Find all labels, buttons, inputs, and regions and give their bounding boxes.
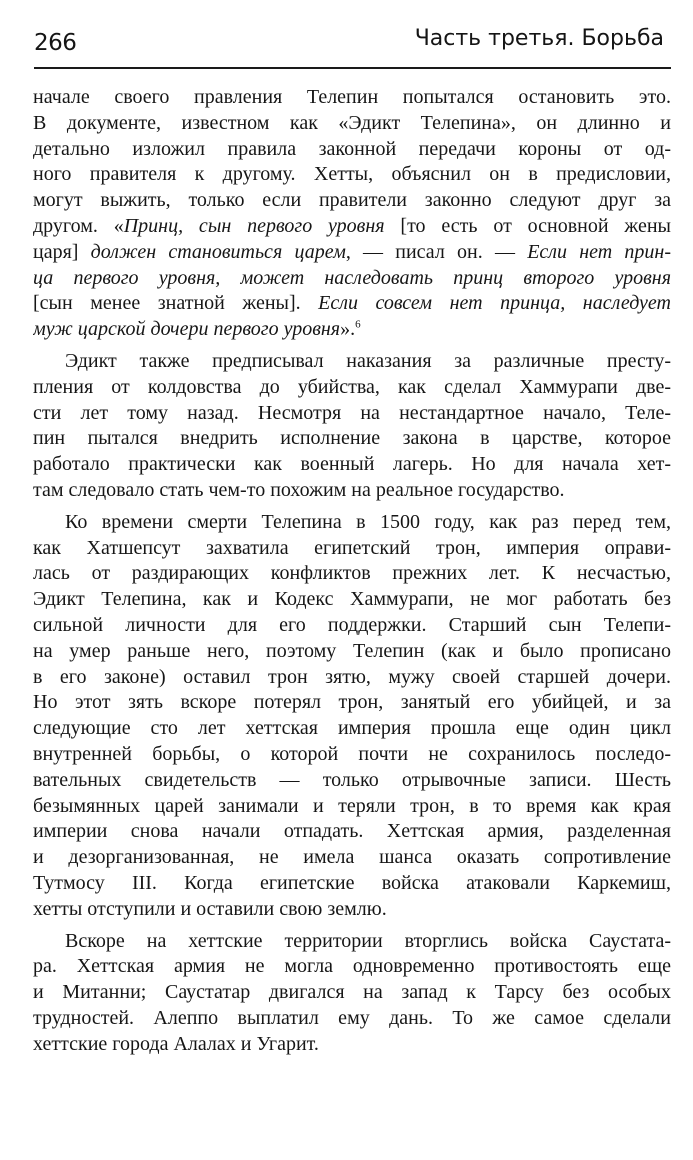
text-run: там следовало стать чем-то похожим на реальное государство. (33, 478, 565, 501)
text-run: детально изложил правила законной передачи короны от од- (33, 137, 671, 160)
text-run: царя] (33, 240, 91, 263)
text-run: ного правителя к другому. Хетты, объяснил он в предисловии, (33, 163, 671, 186)
text-line (33, 980, 671, 1006)
italic-quote: ца первого уровня, может наследовать принц второго уровня (33, 266, 671, 289)
text-run: сти лет тому назад. Несмотря на нестандартное начало, Теле- (33, 401, 671, 424)
text-run: и дезорганизованная, не имела шанса оказать сопротивление (33, 846, 671, 869)
text-line (33, 401, 671, 427)
body-text (33, 85, 671, 1057)
paragraph (33, 510, 671, 923)
italic-quote: Если совсем нет принца, наследует (318, 292, 671, 315)
text-line (33, 587, 671, 613)
text-line (33, 349, 671, 375)
text-line (33, 478, 671, 504)
text-run: В документе, известном как «Эдикт Телепина», он длинно и (33, 111, 671, 134)
text-run: лась от раздирающих конфликтов прежних лет. К несчастью, (33, 562, 671, 585)
text-run: пин пытался внедрить исполнение закона в царстве, которое (33, 427, 671, 450)
text-run: как Хатшепсут захватила египетский трон, империя оправи- (33, 536, 671, 559)
text-line (33, 452, 671, 478)
text-line (33, 137, 671, 163)
italic-quote: Если нет прин- (527, 240, 671, 263)
text-line (33, 897, 671, 923)
text-line (33, 188, 671, 214)
text-run: [сын менее знатной жены]. (33, 292, 319, 315)
paragraph (33, 929, 671, 1058)
text-line (33, 85, 671, 111)
text-run: начале своего правления Телепин попытался остановить это. (33, 86, 671, 108)
text-line (33, 291, 671, 317)
text-line (33, 266, 671, 292)
paragraph (33, 349, 671, 504)
text-line (33, 639, 671, 665)
text-run: вательных свидетельств — только отрывочные записи. Шесть (33, 768, 671, 791)
paragraph (33, 85, 671, 343)
text-run: Но этот зять вскоре потерял трон, занятый его убийцей, и за (33, 691, 671, 714)
text-line (33, 240, 671, 266)
text-run: хетты отступили и оставили свою землю. (33, 897, 387, 920)
text-run: ». (340, 318, 356, 341)
text-line (33, 742, 671, 768)
text-line (33, 613, 671, 639)
text-line (33, 1032, 671, 1058)
text-run: безымянных царей занимали и теряли трон, в то время как края (33, 794, 671, 817)
header-rule (34, 67, 671, 69)
text-run: и Митанни; Саустатар двигался на запад к Тарсу без особых (33, 981, 671, 1004)
footnote-marker: 6 (355, 318, 361, 331)
text-run: [то есть от основной жены (384, 214, 671, 237)
page-header (34, 22, 670, 66)
text-run: Тутмосу III. Когда египетские войска атаковали Каркемиш, (33, 871, 671, 894)
text-run: следующие сто лет хеттская империя прошла еще один цикл (33, 717, 671, 740)
text-run: могут выжить, только если правители законно следуют друг за (33, 189, 671, 212)
italic-quote: Принц, сын первого уровня (123, 214, 385, 237)
text-line (33, 845, 671, 871)
text-run: империи снова начали отпадать. Хеттская армия, разделенная (33, 820, 671, 843)
text-line (33, 375, 671, 401)
text-line (33, 871, 671, 897)
text-line (33, 819, 671, 845)
italic-quote: муж царской дочери первого уровня (33, 318, 341, 341)
text-run: Ко времени смерти Телепина в 1500 году, как раз перед тем, (65, 510, 671, 533)
running-title: Часть третья. Борьба (414, 26, 664, 51)
text-run: хеттские города Алалах и Угарит. (33, 1032, 319, 1055)
text-line (33, 690, 671, 716)
text-run: пления от колдовства до убийства, как сделал Хаммурапи две- (33, 375, 671, 398)
text-line (33, 561, 671, 587)
text-run: работало практически как военный лагерь. Но для начала хет- (33, 453, 671, 476)
text-run: внутренней борьбы, о которой почти не сохранилось последо- (33, 742, 671, 765)
page-number: 266 (34, 30, 77, 56)
text-line (33, 1006, 671, 1032)
text-run: Эдикт также предписывал наказания за различные престу- (65, 349, 671, 372)
text-run: на умер раньше него, поэтому Телепин (как и было прописано (33, 639, 671, 662)
text-run: , — писал он. — (345, 240, 528, 263)
text-line (33, 162, 671, 188)
text-run: трудностей. Алеппо выплатил ему дань. То же самое сделали (33, 1006, 671, 1029)
text-line (33, 794, 671, 820)
text-line (33, 536, 671, 562)
text-run: сильной личности для его поддержки. Старший сын Телепи- (33, 613, 671, 636)
text-run: Эдикт Телепина, как и Кодекс Хаммурапи, не мог работать без (33, 588, 671, 611)
text-line (33, 510, 671, 536)
text-run: Вскоре на хеттские территории вторглись войска Саустата- (65, 929, 671, 952)
text-line (33, 317, 671, 343)
text-line (33, 665, 671, 691)
text-line (33, 111, 671, 137)
text-run: другом. « (33, 214, 124, 237)
text-line (33, 716, 671, 742)
text-run: в его законе) оставил трон зятю, мужу своей старшей дочери. (33, 665, 671, 688)
text-line (33, 954, 671, 980)
text-line (33, 426, 671, 452)
text-line (33, 214, 671, 240)
italic-quote: должен становиться царем (90, 240, 346, 263)
text-line (33, 768, 671, 794)
text-run: ра. Хеттская армия не могла одновременно противостоять еще (33, 955, 671, 978)
text-line (33, 929, 671, 955)
